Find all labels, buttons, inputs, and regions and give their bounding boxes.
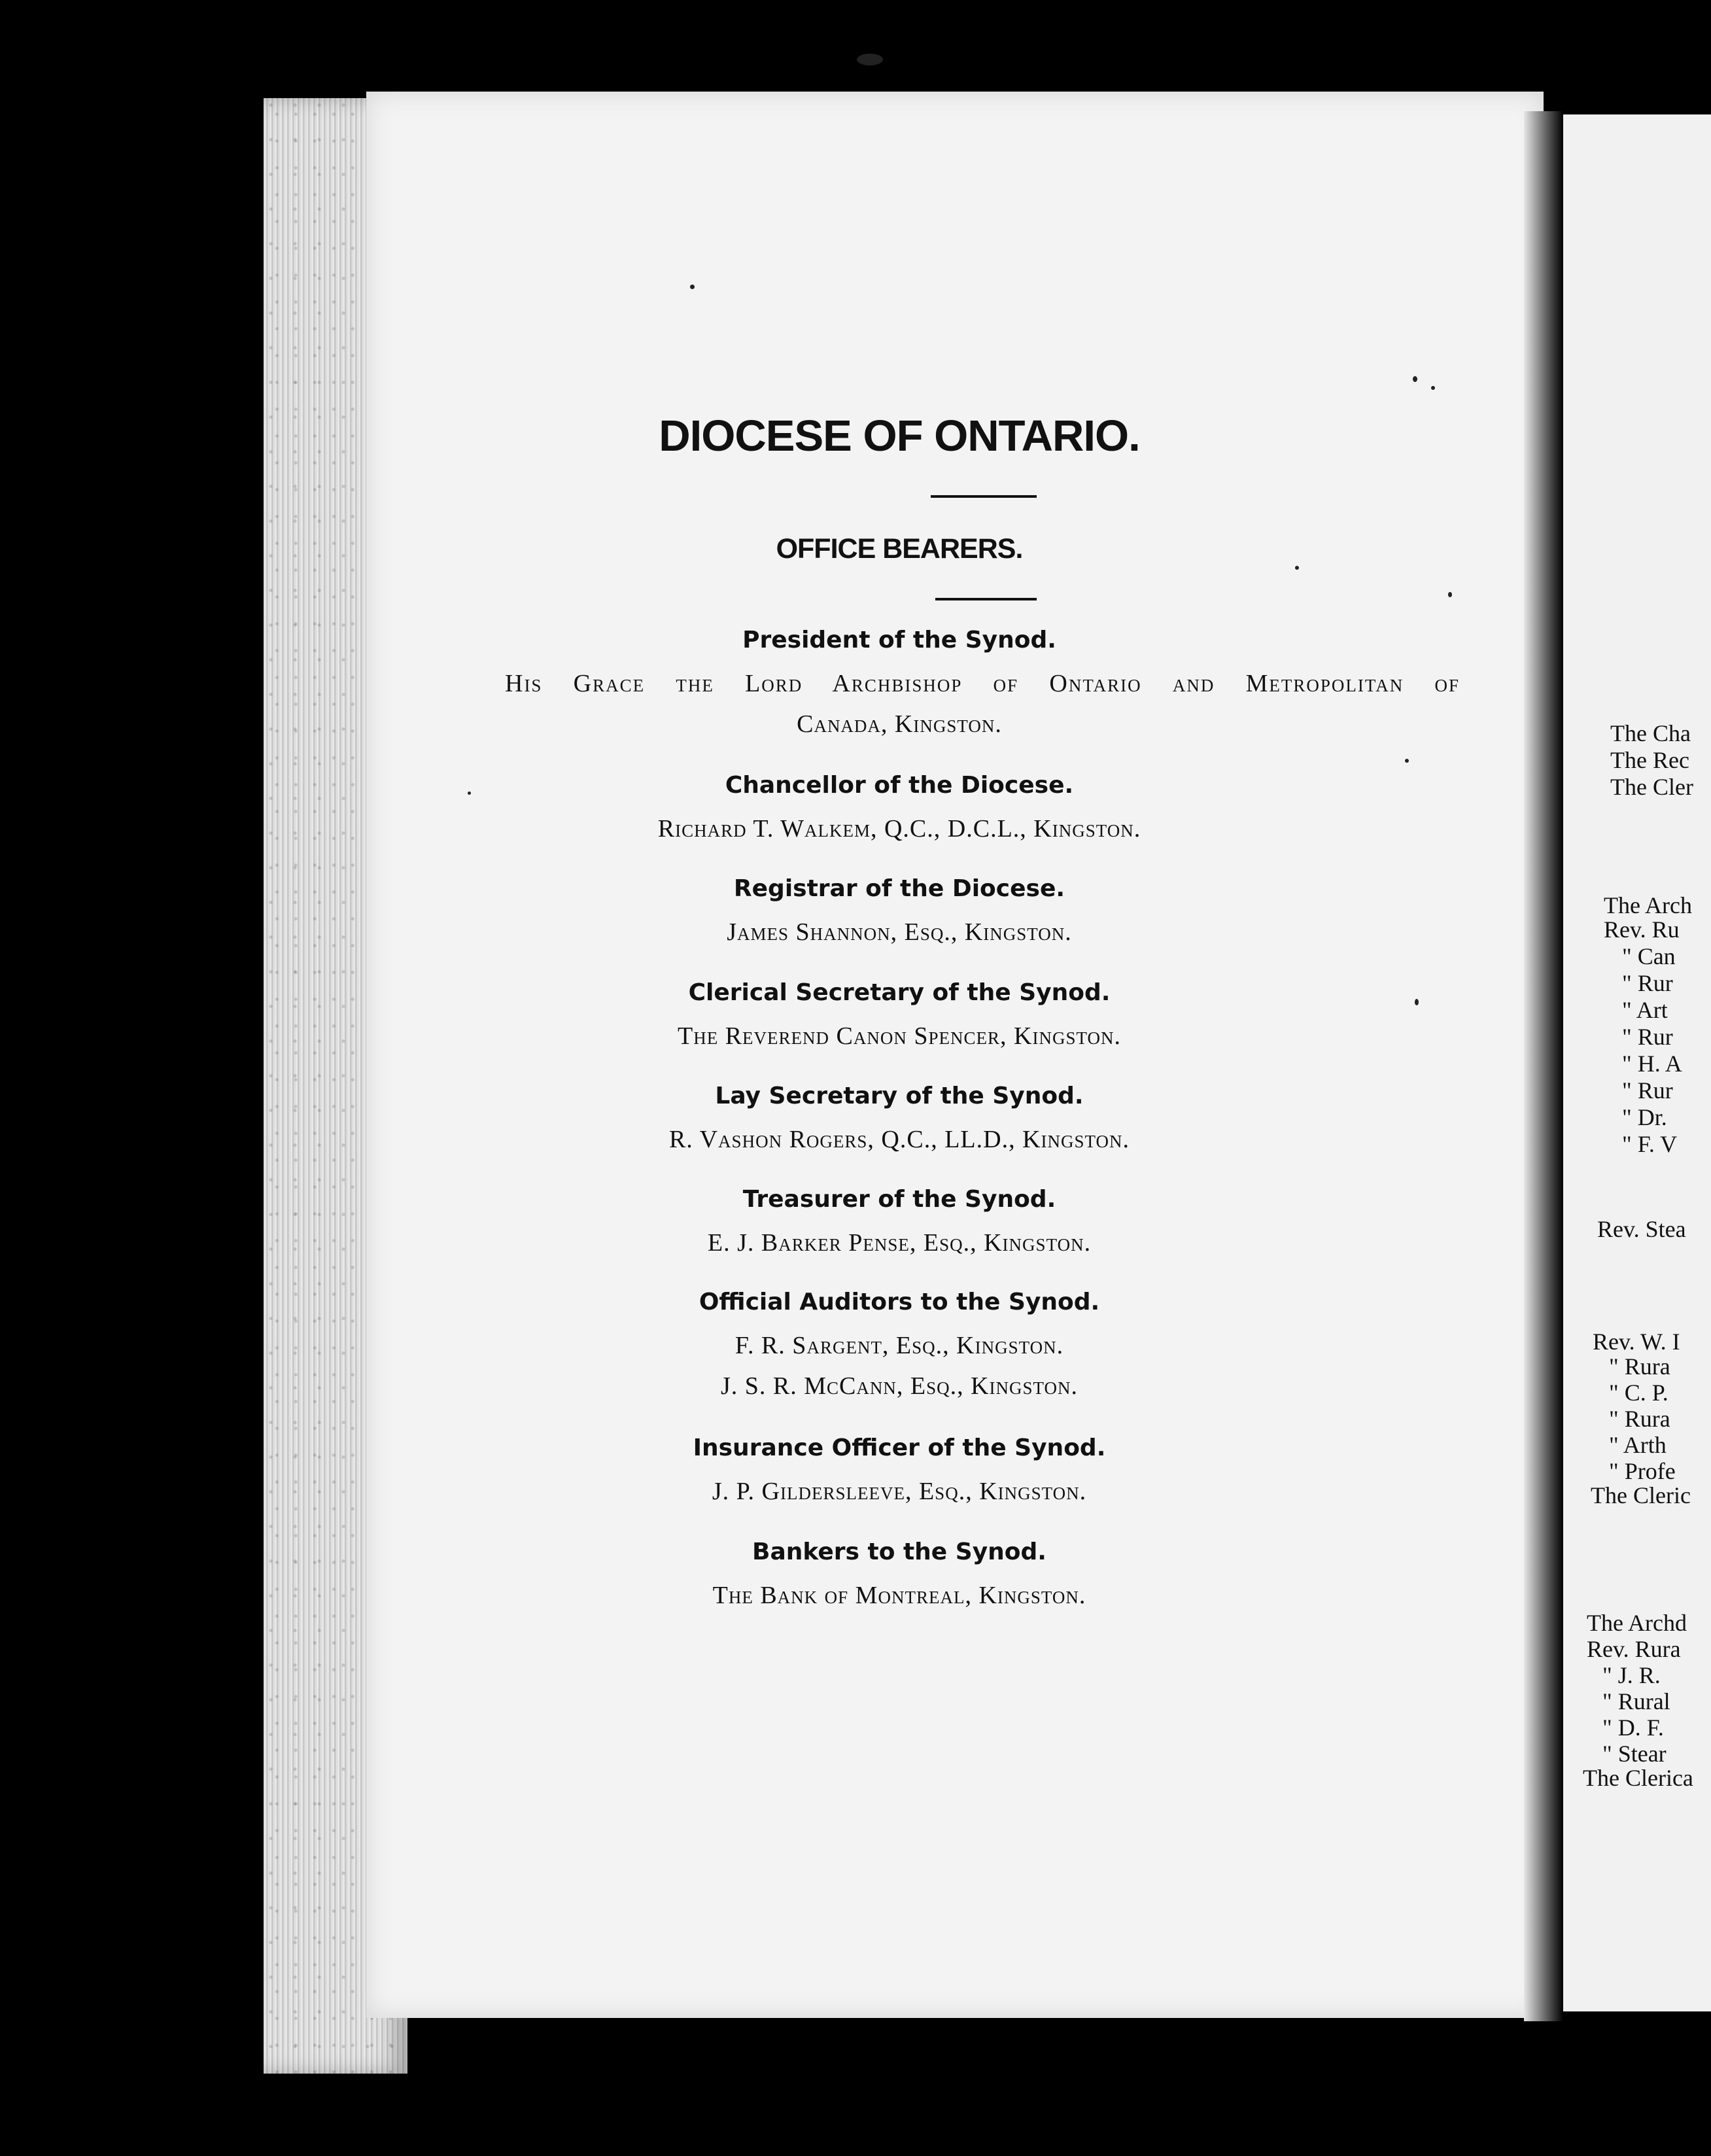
office-holder-president-line1: His Grace the Lord Archbishop of Ontario and Metropolitan of bbox=[505, 670, 1460, 697]
scan-speck bbox=[1405, 759, 1409, 763]
office-holder-treasurer: E. J. Barker Pense, Esq., Kingston. bbox=[707, 1229, 1092, 1257]
office-title-registrar: Registrar of the Diocese. bbox=[733, 875, 1065, 902]
right-fragment: " J. R. bbox=[1602, 1662, 1661, 1688]
right-fragment: " Can bbox=[1622, 943, 1676, 969]
right-fragment: " Dr. bbox=[1622, 1104, 1667, 1130]
office-holder-registrar: James Shannon, Esq., Kingston. bbox=[727, 918, 1072, 946]
right-fragment: " D. F. bbox=[1602, 1714, 1664, 1741]
office-holder-auditor-2: J. S. R. McCann, Esq., Kingston. bbox=[720, 1372, 1079, 1400]
right-fragment: Rev. W. I bbox=[1593, 1329, 1680, 1355]
scan-speck bbox=[1431, 386, 1435, 390]
office-title-auditors: Official Auditors to the Synod. bbox=[699, 1289, 1100, 1315]
right-fragment: The Archd bbox=[1587, 1610, 1687, 1636]
office-title-insurance-officer: Insurance Officer of the Synod. bbox=[693, 1434, 1106, 1461]
right-fragment: " Rur bbox=[1622, 1077, 1673, 1104]
right-fragment: " H. A bbox=[1622, 1051, 1682, 1077]
right-fragment: Rev. Rura bbox=[1587, 1636, 1681, 1662]
right-page bbox=[1563, 114, 1711, 2011]
right-fragment: " Rura bbox=[1609, 1406, 1670, 1432]
scan-speck bbox=[1295, 566, 1299, 570]
right-fragment: The Rec bbox=[1610, 747, 1689, 773]
right-fragment: " F. V bbox=[1622, 1131, 1678, 1157]
scan-speck bbox=[1448, 592, 1452, 597]
right-fragment: The Cler bbox=[1610, 774, 1693, 800]
right-fragment: The Clerica bbox=[1583, 1765, 1693, 1791]
right-fragment: " Art bbox=[1622, 997, 1668, 1023]
section-heading: OFFICE BEARERS. bbox=[776, 533, 1023, 565]
right-fragment: The Cha bbox=[1610, 720, 1691, 746]
office-title-president: President of the Synod. bbox=[742, 627, 1056, 653]
right-fragment: " Profe bbox=[1609, 1458, 1676, 1484]
book-gutter bbox=[1524, 111, 1563, 2021]
right-fragment: The Cleric bbox=[1591, 1482, 1691, 1508]
right-fragment: " C. P. bbox=[1609, 1380, 1668, 1406]
office-holder-bankers: The Bank of Montreal, Kingston. bbox=[712, 1582, 1086, 1609]
office-title-bankers: Bankers to the Synod. bbox=[752, 1539, 1046, 1565]
right-fragment: " Rur bbox=[1622, 970, 1673, 996]
right-fragment: The Arch bbox=[1604, 892, 1692, 918]
office-holder-lay-secretary: R. Vashon Rogers, Q.C., LL.D., Kingston. bbox=[668, 1126, 1130, 1153]
office-title-chancellor: Chancellor of the Diocese. bbox=[725, 772, 1074, 799]
page-title: DIOCESE OF ONTARIO. bbox=[659, 411, 1140, 461]
office-title-lay-secretary: Lay Secretary of the Synod. bbox=[715, 1083, 1084, 1109]
scan-speck bbox=[1415, 999, 1419, 1005]
heading-rule bbox=[935, 598, 1037, 600]
scan-speck bbox=[690, 285, 695, 289]
scan-speck bbox=[857, 54, 883, 65]
right-fragment: " Arth bbox=[1609, 1432, 1667, 1458]
right-fragment: " Stear bbox=[1602, 1741, 1667, 1767]
office-title-treasurer: Treasurer of the Synod. bbox=[742, 1186, 1056, 1213]
office-holder-president-line2: Canada, Kingston. bbox=[797, 710, 1002, 738]
right-fragment: " Rura bbox=[1609, 1353, 1670, 1380]
scan-speck bbox=[468, 791, 471, 795]
scan-speck bbox=[1413, 376, 1417, 382]
left-page bbox=[366, 92, 1544, 2018]
right-fragment: Rev. Stea bbox=[1597, 1216, 1686, 1242]
office-holder-chancellor: Richard T. Walkem, Q.C., D.C.L., Kingston. bbox=[657, 815, 1141, 843]
office-holder-clerical-secretary: The Reverend Canon Spencer, Kingston. bbox=[678, 1022, 1121, 1050]
office-holder-auditor-1: F. R. Sargent, Esq., Kingston. bbox=[735, 1332, 1064, 1359]
office-title-clerical-secretary: Clerical Secretary of the Synod. bbox=[688, 979, 1111, 1006]
right-fragment: " Rural bbox=[1602, 1688, 1670, 1714]
title-rule bbox=[931, 495, 1037, 498]
office-holder-insurance-officer: J. P. Gildersleeve, Esq., Kingston. bbox=[712, 1478, 1087, 1505]
right-fragment: " Rur bbox=[1622, 1024, 1673, 1050]
right-fragment: Rev. Ru bbox=[1604, 916, 1680, 943]
